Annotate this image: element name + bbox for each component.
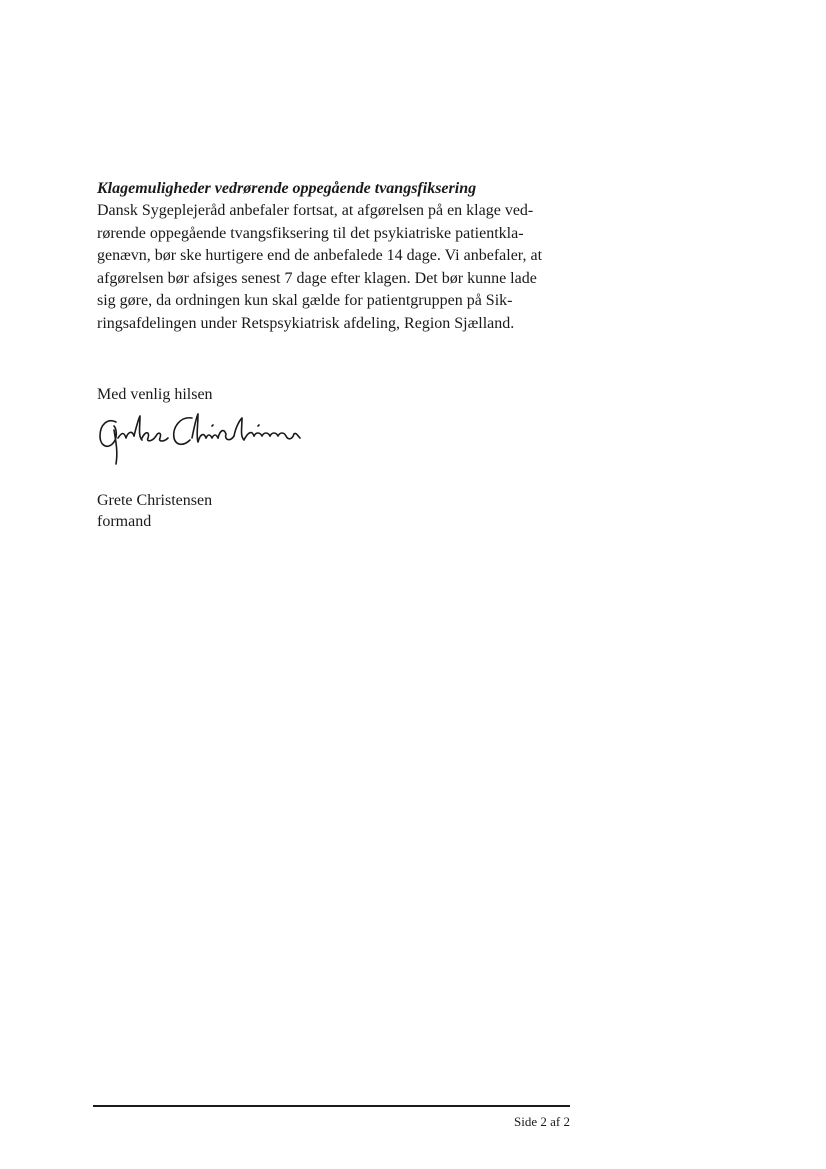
signer-title: formand [97,513,152,530]
footer-divider [93,1105,570,1107]
handwritten-signature [94,408,306,468]
body-line: genævn, bør ske hurtigere end de anbefalede 14 dage. Vi anbefaler, at [97,247,543,264]
section-heading: Klagemuligheder vedrørende oppegående tvangsfiksering [97,180,477,197]
body-line: sig gøre, da ordningen kun skal gælde for patientgruppen på Sik- [97,292,513,309]
page-number: Side 2 af 2 [514,1114,570,1129]
body-paragraph [97,200,577,335]
signer-name: Grete Christensen [97,492,213,509]
body-line: rørende oppegående tvangsfiksering til det psykiatriske patientkla- [97,224,524,242]
body-line: afgørelsen bør afsiges senest 7 dage efter klagen. Det bør kunne lade [97,269,537,287]
body-line: Dansk Sygeplejeråd anbefaler fortsat, at afgørelsen på en klage ved- [97,202,534,219]
closing-greeting: Med venlig hilsen [97,386,213,403]
body-line: ringsafdelingen under Retspsykiatrisk afdeling, Region Sjælland. [97,314,515,332]
